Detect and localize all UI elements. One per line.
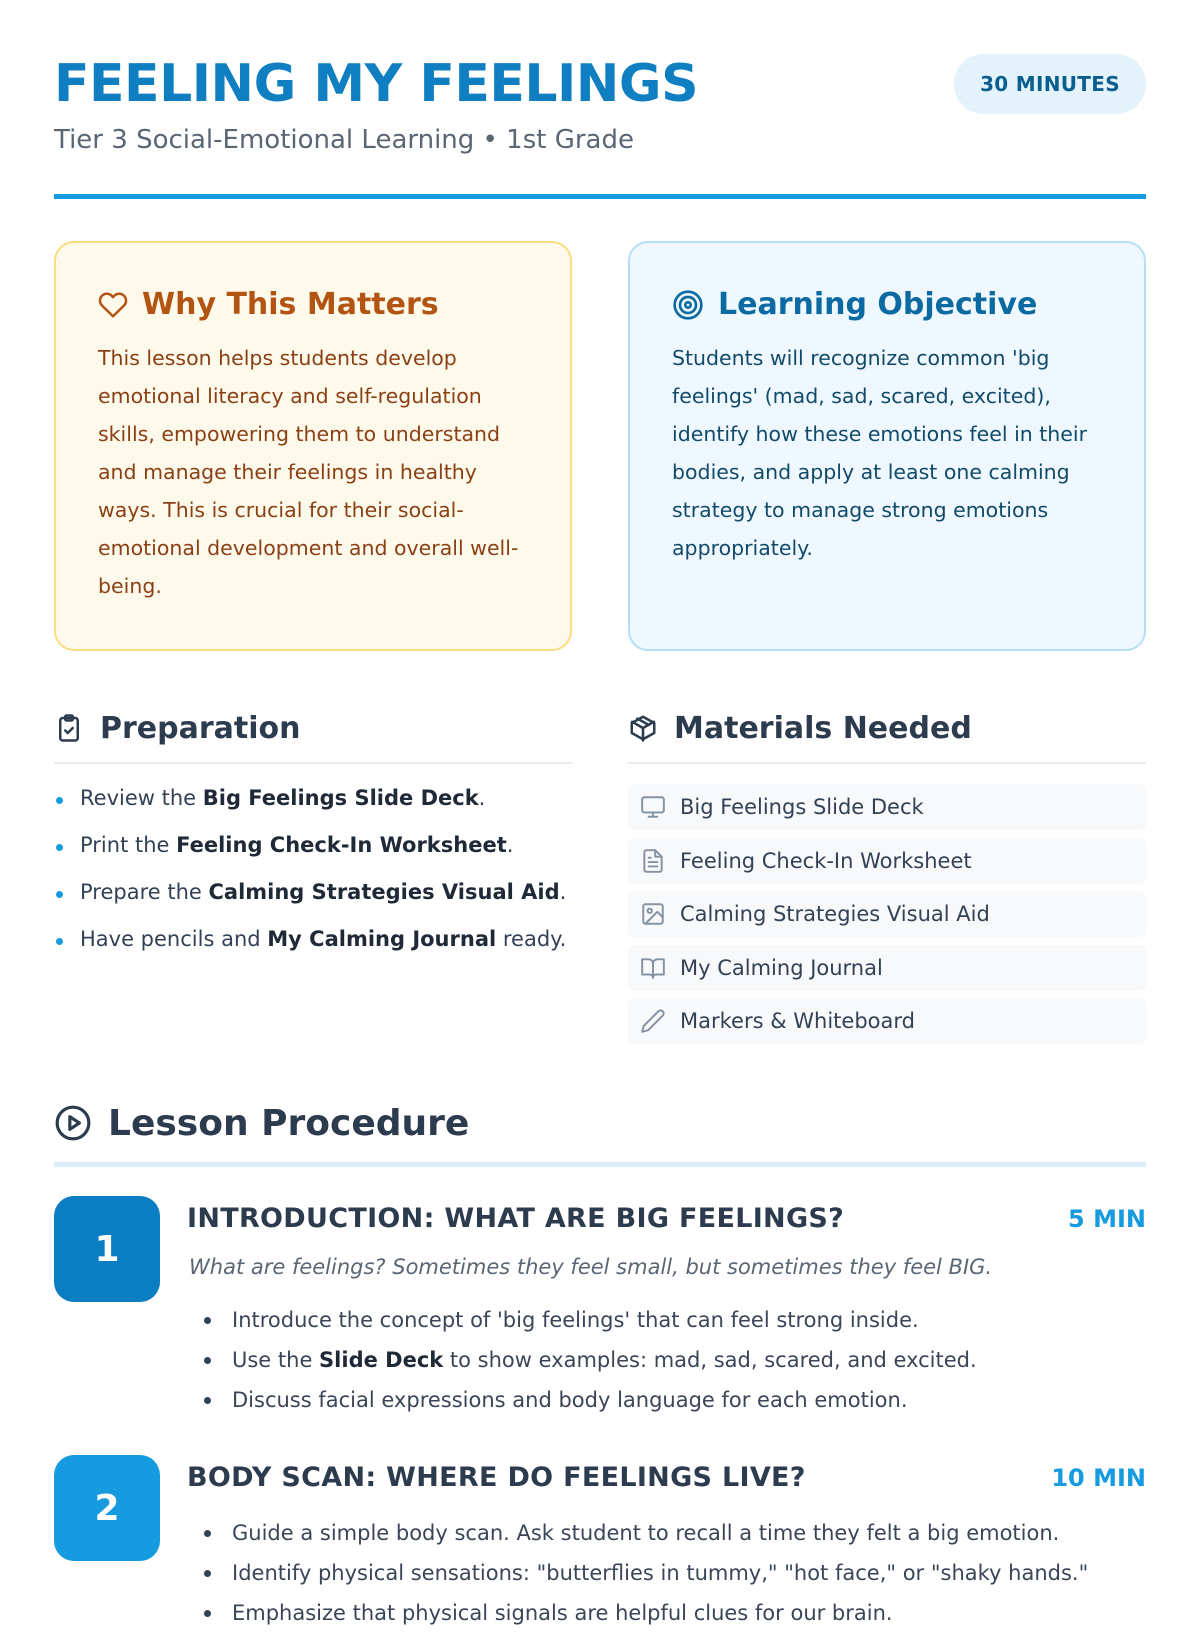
step-title: BODY SCAN: WHERE DO FEELINGS LIVE?: [187, 1462, 806, 1493]
document-icon: [640, 848, 666, 874]
prep-item: Review the Big Feelings Slide Deck.: [54, 784, 572, 831]
procedure-divider: [54, 1162, 1146, 1167]
preparation-divider: [54, 762, 572, 764]
step-intro: What are feelings? Sometimes they feel small, but sometimes they feel BIG.: [189, 1255, 993, 1279]
preparation-heading: [54, 706, 572, 750]
step-title: INTRODUCTION: WHAT ARE BIG FEELINGS?: [187, 1203, 845, 1234]
step-bullet: Introduce the concept of 'big feelings' that can feel strong inside.: [204, 1300, 977, 1340]
play-circle-icon: [54, 1104, 92, 1142]
preparation-section: [54, 706, 572, 972]
heart-icon: [98, 290, 128, 320]
page-subtitle: Tier 3 Social-Emotional Learning • 1st Grade: [54, 125, 634, 155]
header-divider: [54, 194, 1146, 199]
materials-list: [628, 784, 1146, 1044]
lesson-procedure-section: [54, 1100, 1146, 1167]
why-card-body: This lesson helps students develop emotional literacy and self-regulation skills, empowering them to understand and manage their feelings in healthy ways. This is crucial for their social-emotional development and overall well-being.: [98, 346, 519, 598]
clipboard-check-icon: [54, 713, 84, 743]
step-number-badge: 1: [54, 1196, 160, 1302]
material-item: Markers & Whiteboard: [628, 998, 1146, 1044]
materials-heading-text: Materials Needed: [674, 710, 972, 746]
step-number-badge: 2: [54, 1455, 160, 1561]
procedure-heading-text: Lesson Procedure: [108, 1102, 470, 1144]
step-bullet-list: [204, 1300, 977, 1420]
prep-item: Have pencils and My Calming Journal ready.: [54, 925, 572, 972]
book-icon: [640, 955, 666, 981]
step-bullet: Guide a simple body scan. Ask student to recall a time they felt a big emotion.: [204, 1513, 1088, 1553]
why-this-matters-card: [54, 241, 572, 651]
learning-objective-card: [628, 241, 1146, 651]
why-card-title: [98, 285, 530, 325]
prep-item: Print the Feeling Check-In Worksheet.: [54, 831, 572, 878]
step-bullet-list: [204, 1513, 1088, 1633]
objective-card-title: [672, 285, 1104, 325]
step-bullet: Emphasize that physical signals are helpful clues for our brain.: [204, 1593, 1088, 1633]
materials-heading: [628, 706, 1146, 750]
target-icon: [672, 289, 704, 321]
pencil-icon: [640, 1008, 666, 1034]
material-item: Calming Strategies Visual Aid: [628, 891, 1146, 937]
monitor-icon: [640, 794, 666, 820]
box-icon: [628, 713, 658, 743]
step-duration: 10 MIN: [1051, 1464, 1146, 1492]
step-duration: 5 MIN: [1068, 1205, 1146, 1233]
materials-divider: [628, 762, 1146, 764]
why-card-title-text: Why This Matters: [142, 287, 439, 322]
image-icon: [640, 901, 666, 927]
material-item: Big Feelings Slide Deck: [628, 784, 1146, 830]
step-bullet: Discuss facial expressions and body language for each emotion.: [204, 1380, 977, 1420]
preparation-heading-text: Preparation: [100, 710, 301, 746]
prep-item: Prepare the Calming Strategies Visual Aid.: [54, 878, 572, 925]
lesson-header: [54, 52, 1146, 202]
materials-section: [628, 706, 1146, 1052]
step-bullet: Identify physical sensations: "butterflies in tummy," "hot face," or "shaky hands.": [204, 1553, 1088, 1593]
step-bullet: Use the Slide Deck to show examples: mad, sad, scared, and excited.: [204, 1340, 977, 1380]
objective-card-body: Students will recognize common 'big feelings' (mad, sad, scared, excited), identify how these emotions feel in their bodies, and apply at least one calming strategy to manage strong emotions appropriately.: [672, 346, 1088, 560]
preparation-list: [54, 784, 572, 972]
duration-badge: 30 MINUTES: [954, 54, 1146, 114]
objective-card-title-text: Learning Objective: [718, 287, 1038, 322]
material-item: My Calming Journal: [628, 945, 1146, 991]
procedure-heading: [54, 1100, 1146, 1146]
page-title: FEELING MY FEELINGS: [54, 54, 699, 114]
material-item: Feeling Check-In Worksheet: [628, 838, 1146, 884]
